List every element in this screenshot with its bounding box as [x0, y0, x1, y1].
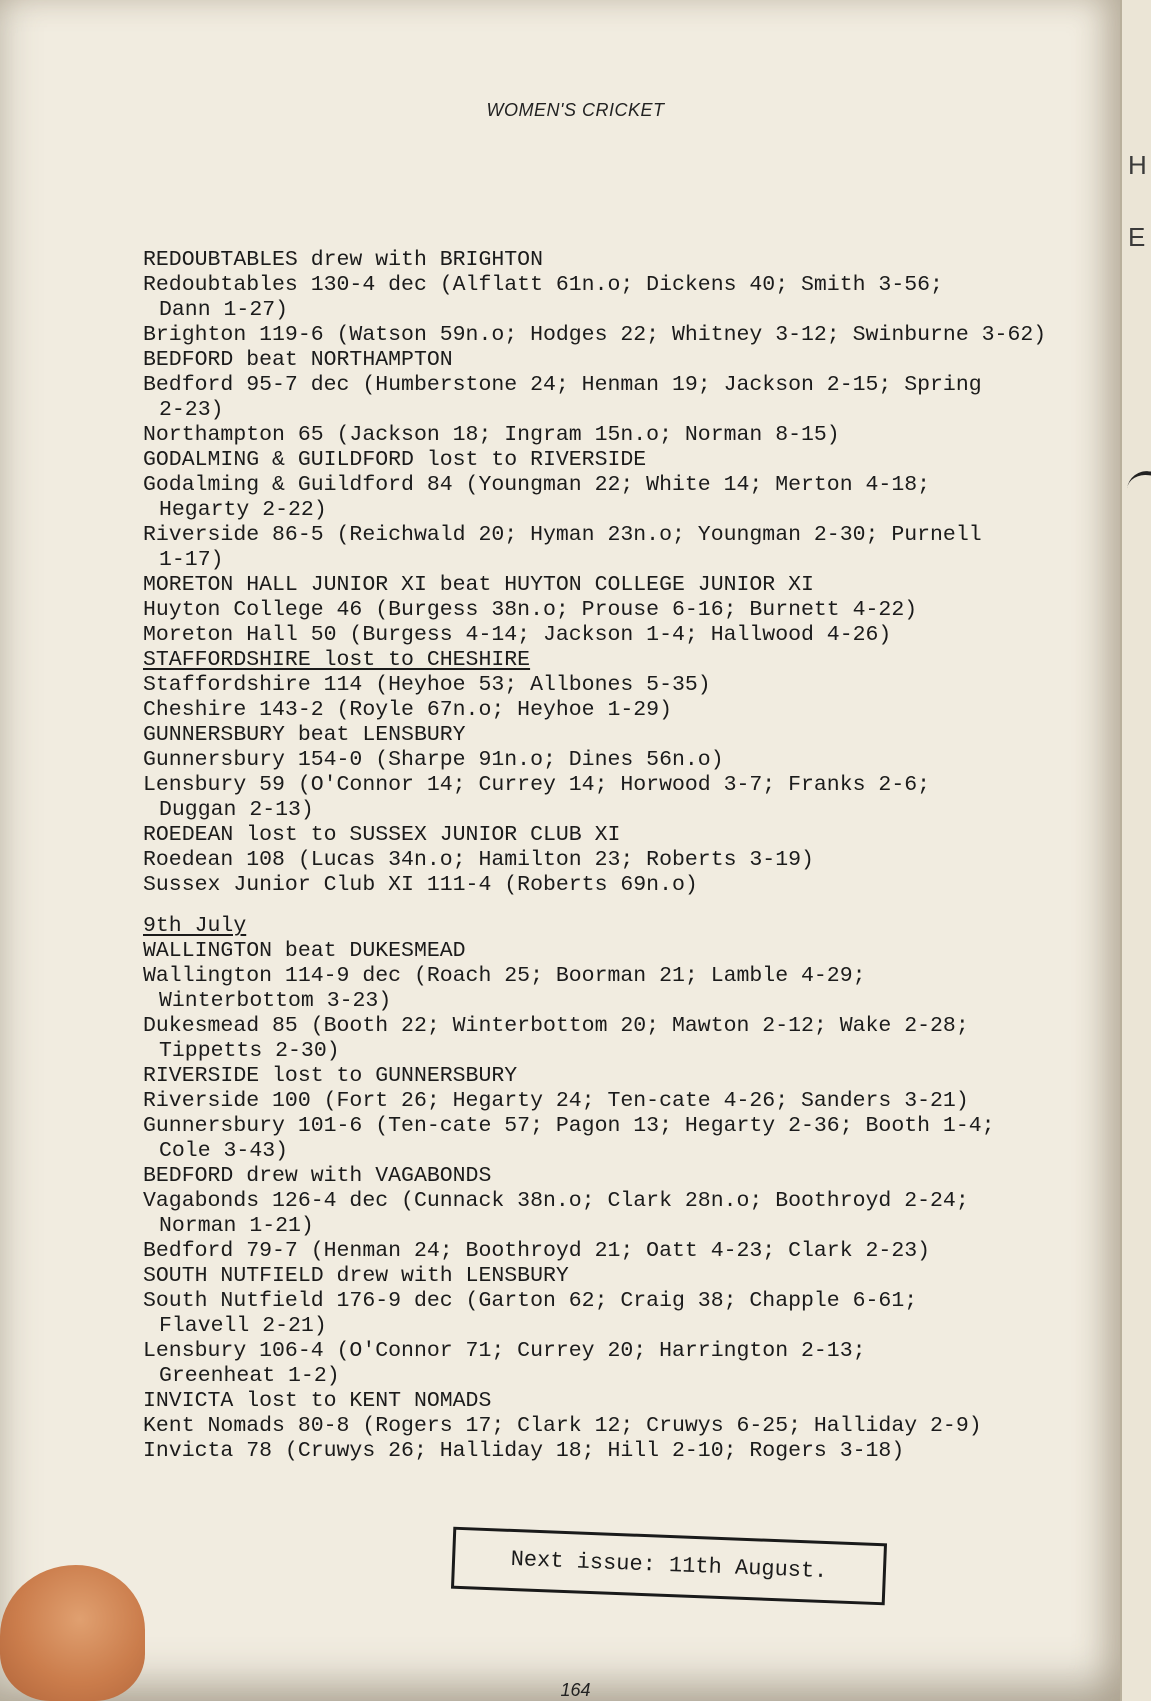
result-line: Redoubtables 130-4 dec (Alflatt 61n.o; Dickens 40; Smith 3-56;	[143, 273, 943, 297]
result-line: Wallington 114-9 dec (Roach 25; Boorman 21; Lamble 4-29;	[143, 964, 866, 988]
result-line: Vagabonds 126-4 dec (Cunnack 38n.o; Clark 28n.o; Boothroyd 2-24;	[143, 1189, 969, 1213]
result-line: Flavell 2-21)	[159, 1314, 327, 1338]
result-line: Lensbury 59 (O'Connor 14; Currey 14; Horwood 3-7; Franks 2-6;	[143, 773, 931, 797]
result-line: Winterbottom 3-23)	[159, 989, 392, 1013]
page-number: 164	[560, 1680, 591, 1700]
result-line: Invicta 78 (Cruwys 26; Halliday 18; Hill 2-10; Rogers 3-18)	[143, 1439, 905, 1463]
result-line: GODALMING & GUILDFORD lost to RIVERSIDE	[143, 448, 647, 472]
section-gap	[143, 898, 1103, 914]
result-line: Cheshire 143-2 (Royle 67n.o; Heyhoe 1-29)	[143, 698, 672, 722]
result-line: GUNNERSBURY beat LENSBURY	[143, 723, 466, 747]
result-line: Godalming & Guildford 84 (Youngman 22; White 14; Merton 4-18;	[143, 473, 931, 497]
margin-letter-bottom: E	[1128, 222, 1146, 252]
result-line: Roedean 108 (Lucas 34n.o; Hamilton 23; Roberts 3-19)	[143, 848, 814, 872]
result-line: Kent Nomads 80-8 (Rogers 17; Clark 12; Cruwys 6-25; Halliday 2-9)	[143, 1414, 982, 1438]
section-heading: STAFFORDSHIRE lost to CHESHIRE	[143, 648, 531, 672]
result-line: Riverside 86-5 (Reichwald 20; Hyman 23n.o; Youngman 2-30; Purnell	[143, 523, 982, 547]
result-line: Dann 1-27)	[159, 298, 289, 322]
result-line: BEDFORD drew with VAGABONDS	[143, 1164, 492, 1188]
results-list	[143, 248, 1103, 1464]
result-line: Hegarty 2-22)	[159, 498, 327, 522]
result-line: 2-23)	[159, 398, 224, 422]
section-heading: 9th July	[143, 914, 247, 938]
result-line: WALLINGTON beat DUKESMEAD	[143, 939, 466, 963]
result-line: SOUTH NUTFIELD drew with LENSBURY	[143, 1264, 569, 1288]
result-line: Duggan 2-13)	[159, 798, 314, 822]
result-line: Moreton Hall 50 (Burgess 4-14; Jackson 1-4; Hallwood 4-26)	[143, 623, 892, 647]
result-line: Gunnersbury 154-0 (Sharpe 91n.o; Dines 56n.o)	[143, 748, 724, 772]
result-line: BEDFORD beat NORTHAMPTON	[143, 348, 453, 372]
result-line: Brighton 119-6 (Watson 59n.o; Hodges 22; Whitney 3-12; Swinburne 3-62)	[143, 323, 1047, 347]
result-line: REDOUBTABLES drew with BRIGHTON	[143, 248, 543, 272]
result-line: Norman 1-21)	[159, 1214, 314, 1238]
result-line: Lensbury 106-4 (O'Connor 71; Currey 20; Harrington 2-13;	[143, 1339, 866, 1363]
result-line: MORETON HALL JUNIOR XI beat HUYTON COLLEGE JUNIOR XI	[143, 573, 814, 597]
thumb-in-frame	[0, 1565, 145, 1701]
next-issue-notice	[451, 1527, 887, 1606]
result-line: Dukesmead 85 (Booth 22; Winterbottom 20; Mawton 2-12; Wake 2-28;	[143, 1014, 969, 1038]
result-line: Bedford 79-7 (Henman 24; Boothroyd 21; Oatt 4-23; Clark 2-23)	[143, 1239, 931, 1263]
margin-letter-top: H	[1128, 150, 1147, 180]
next-issue-text: Next issue: 11th August.	[510, 1546, 828, 1585]
result-line: Sussex Junior Club XI 111-4 (Roberts 69n.o)	[143, 873, 698, 897]
page-header: WOMEN'S CRICKET	[486, 100, 665, 120]
result-line: Bedford 95-7 dec (Humberstone 24; Henman 19; Jackson 2-15; Spring	[143, 373, 982, 397]
result-line: Huyton College 46 (Burgess 38n.o; Prouse 6-16; Burnett 4-22)	[143, 598, 918, 622]
result-line: Greenheat 1-2)	[159, 1364, 340, 1388]
result-line: 1-17)	[159, 548, 224, 572]
result-line: ROEDEAN lost to SUSSEX JUNIOR CLUB XI	[143, 823, 621, 847]
result-line: Riverside 100 (Fort 26; Hegarty 24; Ten-cate 4-26; Sanders 3-21)	[143, 1089, 969, 1113]
result-line: Staffordshire 114 (Heyhoe 53; Allbones 5-35)	[143, 673, 711, 697]
result-line: Tippetts 2-30)	[159, 1039, 340, 1063]
result-line: Northampton 65 (Jackson 18; Ingram 15n.o; Norman 8-15)	[143, 423, 840, 447]
result-line: INVICTA lost to KENT NOMADS	[143, 1389, 492, 1413]
result-line: South Nutfield 176-9 dec (Garton 62; Craig 38; Chapple 6-61;	[143, 1289, 918, 1313]
result-line: Gunnersbury 101-6 (Ten-cate 57; Pagon 13; Hegarty 2-36; Booth 1-4;	[143, 1114, 995, 1138]
adjacent-page-edge	[1120, 0, 1151, 1701]
result-line: RIVERSIDE lost to GUNNERSBURY	[143, 1064, 518, 1088]
result-line: Cole 3-43)	[159, 1139, 289, 1163]
